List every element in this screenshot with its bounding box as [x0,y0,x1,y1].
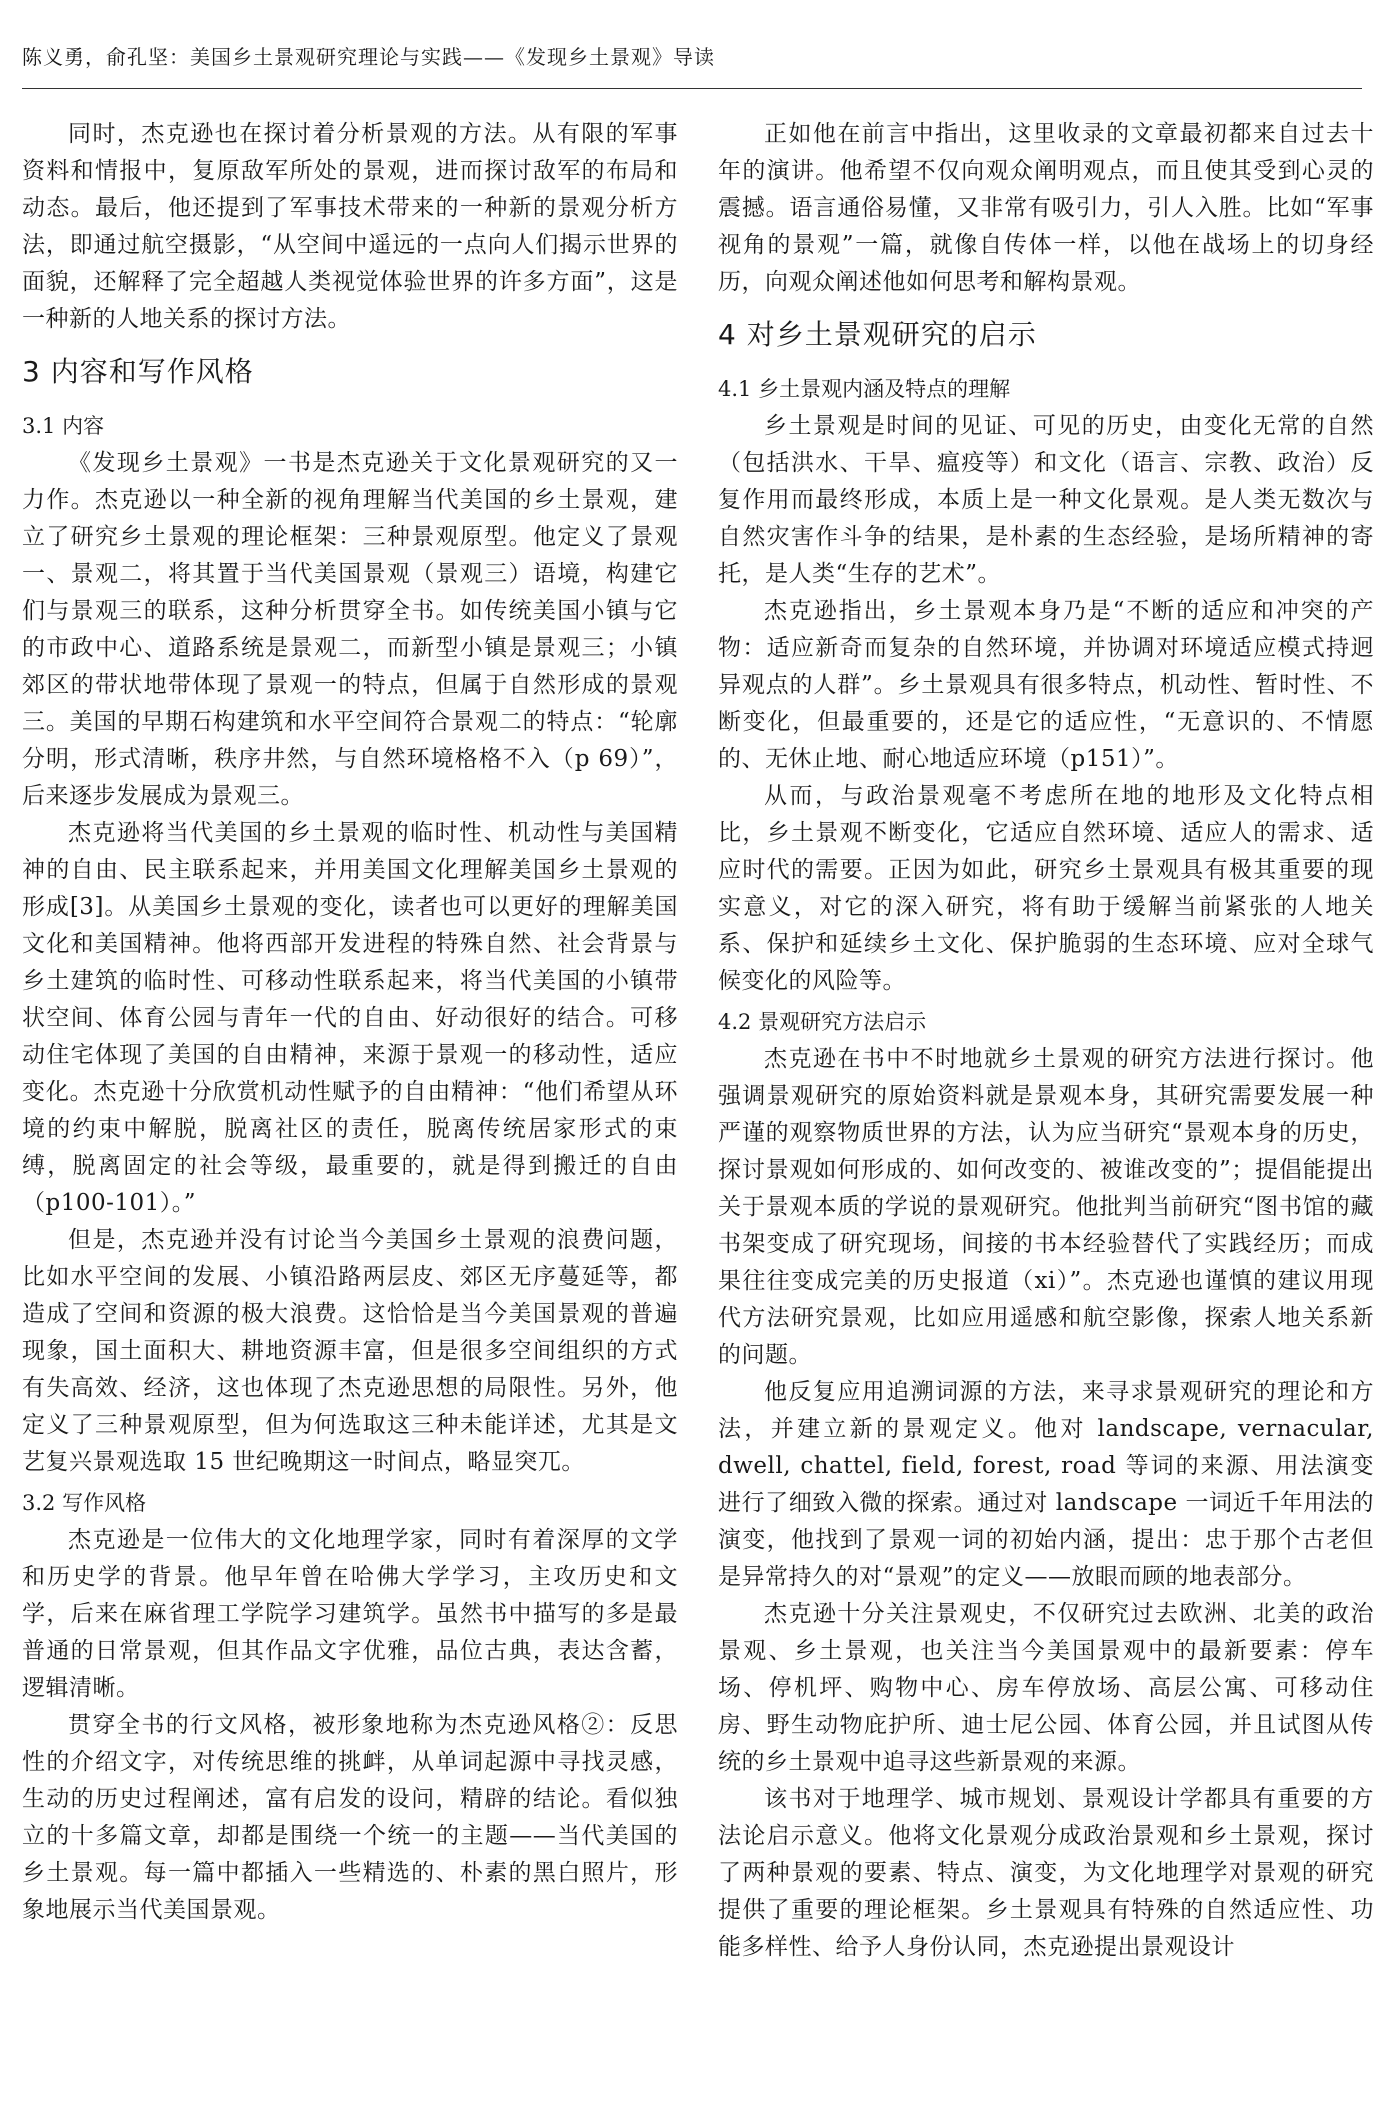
paragraph: 《发现乡土景观》一书是杰克逊关于文化景观研究的又一力作。杰克逊以一种全新的视角理解当代美国的乡土景观，建立了研究乡土景观的理论框架：三种景观原型。他定义了景观一、景观二，将其置于当代美国景观（景观三）语境，构建它们与景观三的联系，这种分析贯穿全书。如传统美国小镇与它的市政中心、道路系统是景观二，而新型小镇是景观三；小镇郊区的带状地带体现了景观一的特点，但属于自然形成的景观三。美国的早期石构建筑和水平空间符合景观二的特点：“轮廓分明，形式清晰，秩序井然，与自然环境格格不入（p 69）”，后来逐步发展成为景观三。 [22,450,678,809]
section-heading: 3 内容和写作风格 [22,355,254,388]
paragraph: 杰克逊将当代美国的乡土景观的临时性、机动性与美国精神的自由、民主联系起来，并用美国文化理解美国乡土景观的形成[3]。从美国乡土景观的变化，读者也可以更好的理解美国文化和美国精神。他将西部开发进程的特殊自然、社会背景与乡土建筑的临时性、可移动性联系起来，将当代美国的小镇带状空间、体育公园与青年一代的自由、好动很好的结合。可移动住宅体现了美国的自由精神，来源于景观一的移动性，适应变化。杰克逊十分欣赏机动性赋予的自由精神：“他们希望从环境的约束中解脱，脱离社区的责任，脱离传统居家形式的束缚，脱离固定的社会等级，最重要的，就是得到搬迁的自由（p100-101）。” [22,820,678,1216]
paragraph: 乡土景观是时间的见证、可见的历史，由变化无常的自然（包括洪水、干旱、瘟疫等）和文化（语言、宗教、政治）反复作用而最终形成，本质上是一种文化景观。是人类无数次与自然灾害作斗争的结果，是朴素的生态经验，是场所精神的寄托，是人类“生存的艺术”。 [718,413,1374,587]
paragraph: 该书对于地理学、城市规划、景观设计学都具有重要的方法论启示意义。他将文化景观分成政治景观和乡土景观，探讨了两种景观的要素、特点、演变，为文化地理学对景观的研究提供了重要的理论框架。乡土景观具有特殊的自然适应性、功能多样性、给予人身份认同，杰克逊提出景观设计 [718,1786,1374,1960]
left-column [22,116,678,1929]
header-rule [22,88,1362,89]
right-column [718,116,1374,1966]
running-header: 陈义勇，俞孔坚：美国乡土景观研究理论与实践——《发现乡土景观》导读 [22,45,715,69]
section-heading: 4 对乡土景观研究的启示 [718,318,1037,351]
subsection-heading: 4.1 乡土景观内涵及特点的理解 [718,377,1011,401]
paragraph: 杰克逊指出，乡土景观本身乃是“不断的适应和冲突的产物：适应新奇而复杂的自然环境，并协调对环境适应模式持迥异观点的人群”。乡土景观具有很多特点，机动性、暂时性、不断变化，但最重要的，还是它的适应性，“无意识的、不情愿的、无休止地、耐心地适应环境（p151）”。 [718,598,1374,772]
paragraph: 正如他在前言中指出，这里收录的文章最初都来自过去十年的演讲。他希望不仅向观众阐明观点，而且使其受到心灵的震撼。语言通俗易懂，又非常有吸引力，引人入胜。比如“军事视角的景观”一篇，就像自传体一样，以他在战场上的切身经历，向观众阐述他如何思考和解构景观。 [718,121,1374,295]
paragraph: 杰克逊十分关注景观史，不仅研究过去欧洲、北美的政治景观、乡土景观，也关注当今美国景观中的最新要素：停车场、停机坪、购物中心、房车停放场、高层公寓、可移动住房、野生动物庇护所、迪士尼公园、体育公园，并且试图从传统的乡土景观中追寻这些新景观的来源。 [718,1601,1374,1775]
subsection-heading: 4.2 景观研究方法启示 [718,1010,927,1034]
paragraph: 贯穿全书的行文风格，被形象地称为杰克逊风格②：反思性的介绍文字，对传统思维的挑衅，从单词起源中寻找灵感，生动的历史过程阐述，富有启发的设问，精辟的结论。看似独立的十多篇文章，却都是围绕一个统一的主题——当代美国的乡土景观。每一篇中都插入一些精选的、朴素的黑白照片，形象地展示当代美国景观。 [22,1712,678,1923]
paragraph: 从而，与政治景观毫不考虑所在地的地形及文化特点相比，乡土景观不断变化，它适应自然环境、适应人的需求、适应时代的需要。正因为如此，研究乡土景观具有极其重要的现实意义，对它的深入研究，将有助于缓解当前紧张的人地关系、保护和延续乡土文化、保护脆弱的生态环境、应对全球气候变化的风险等。 [718,783,1374,994]
subsection-heading: 3.1 内容 [22,414,105,438]
paragraph: 他反复应用追溯词源的方法，来寻求景观研究的理论和方法，并建立新的景观定义。他对 landscape, vernacular, dwell, chattel, field, forest, road 等词的来源、用法演变进行了细致入微的探索。通过对 landscape 一词近千年用法的演变，他找到了景观一词的初始内涵，提出：忠于那个古老但是异常持久的对“景观”的定义——放眼而顾的地表部分。 [718,1379,1374,1590]
paragraph: 杰克逊在书中不时地就乡土景观的研究方法进行探讨。他强调景观研究的原始资料就是景观本身，其研究需要发展一种严谨的观察物质世界的方法，认为应当研究“景观本身的历史，探讨景观如何形成的、如何改变的、被谁改变的”；提倡能提出关于景观本质的学说的景观研究。他批判当前研究“图书馆的藏书架变成了研究现场，间接的书本经验替代了实践经历；而成果往往变成完美的历史报道（xi）”。杰克逊也谨慎的建议用现代方法研究景观，比如应用遥感和航空影像，探索人地关系新的问题。 [718,1046,1374,1368]
paragraph: 但是，杰克逊并没有讨论当今美国乡土景观的浪费问题，比如水平空间的发展、小镇沿路两层皮、郊区无序蔓延等，都造成了空间和资源的极大浪费。这恰恰是当今美国景观的普遍现象，国土面积大、耕地资源丰富，但是很多空间组织的方式有失高效、经济，这也体现了杰克逊思想的局限性。另外，他定义了三种景观原型，但为何选取这三种未能详述，尤其是文艺复兴景观选取 15 世纪晚期这一时间点，略显突兀。 [22,1227,678,1475]
paragraph: 杰克逊是一位伟大的文化地理学家，同时有着深厚的文学和历史学的背景。他早年曾在哈佛大学学习，主攻历史和文学，后来在麻省理工学院学习建筑学。虽然书中描写的多是最普通的日常景观，但其作品文字优雅，品位古典，表达含蓄，逻辑清晰。 [22,1527,678,1701]
subsection-heading: 3.2 写作风格 [22,1491,147,1515]
paragraph: 同时，杰克逊也在探讨着分析景观的方法。从有限的军事资料和情报中，复原敌军所处的景观，进而探讨敌军的布局和动态。最后，他还提到了军事技术带来的一种新的景观分析方法，即通过航空摄影，“从空间中遥远的一点向人们揭示世界的面貌，还解释了完全超越人类视觉体验世界的许多方面”，这是一种新的人地关系的探讨方法。 [22,121,678,332]
